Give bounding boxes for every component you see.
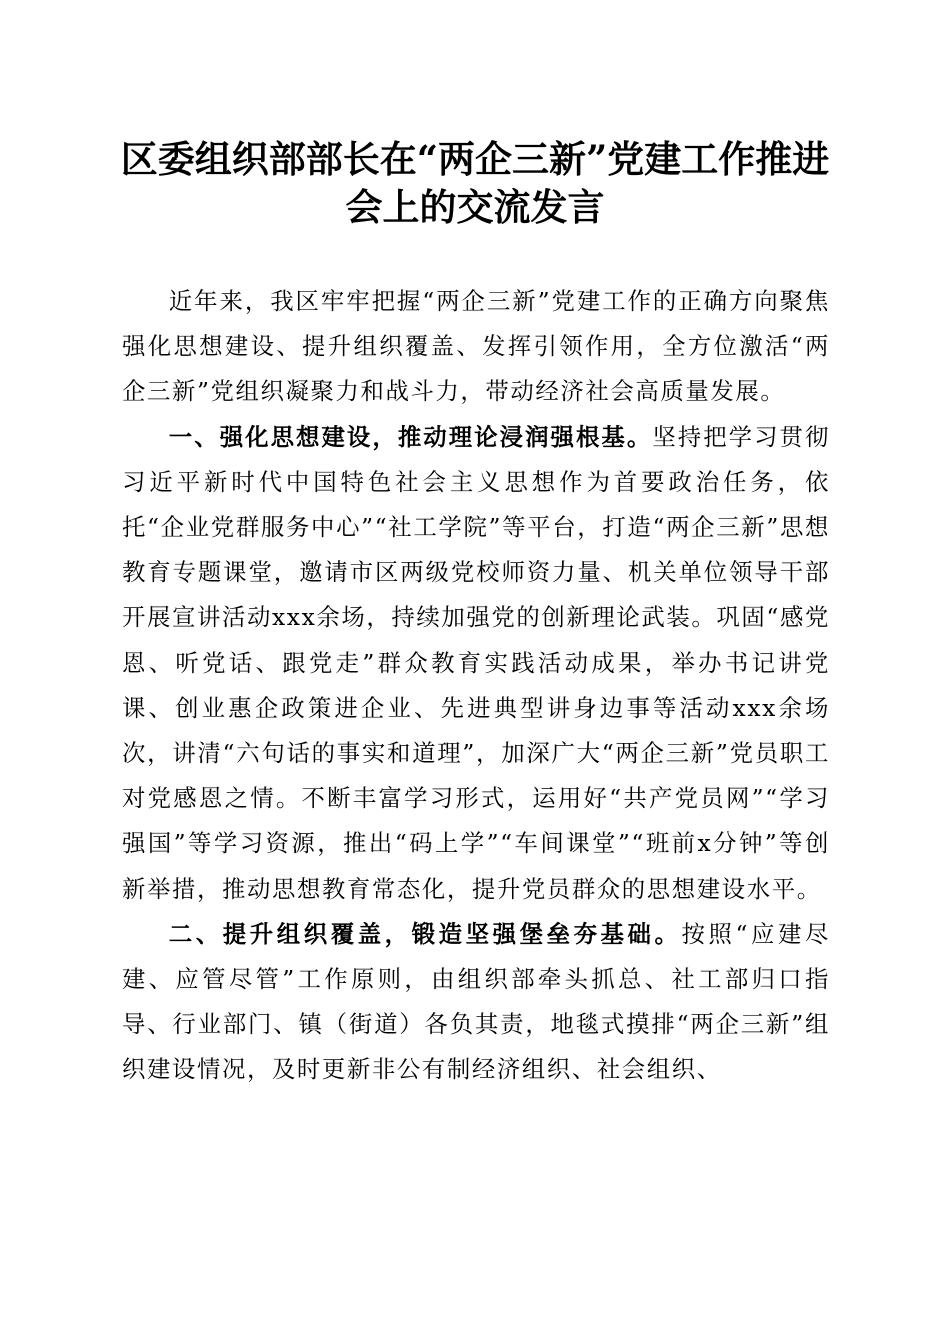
paragraph-text: 近年来，我区牢牢把握“两企三新”党建工作的正确方向聚焦强化思想建设、提升组织覆盖、发挥引领作用，全方位激活“两企三新”党组织凝聚力和战斗力，带动经济社会高质量发展。 [122, 287, 830, 406]
document-body [122, 279, 830, 1093]
paragraph-section-2 [122, 912, 830, 1093]
document-title [100, 135, 850, 231]
paragraph-text: 坚持把学习贯彻习近平新时代中国特色社会主义思想作为首要政治任务，依托“企业党群服务中心”“社工学院”等平台，打造“两企三新”思想教育专题课堂，邀请市区两级党校师资力量、机关单位领导干部开展宣讲活动xxx余场，持续加强党的创新理论武装。巩固“感党恩、听党话、跟党走”群众教育实践活动成果，举办书记讲党课、创业惠企政策进企业、先进典型讲身边事等活动xxx余场次，讲清“六句话的事实和道理”，加深广大“两企三新”党员职工对党感恩之情。不断丰富学习形式，运用好“共产党员网”“学习强国”等学习资源，推出“码上学”“车间课堂”“班前x分钟”等创新举措，推动思想教育常态化，提升党员群众的思想建设水平。 [122, 422, 830, 903]
paragraph-section-1 [122, 415, 830, 912]
title-line-1: 区委组织部部长在“两企三新”党建工作推进 [120, 137, 830, 181]
paragraph-text: 按照“应建尽建、应管尽管”工作原则，由组织部牵头抓总、社工部归口指导、行业部门、镇（街道）各负其责，地毯式摸排“两企三新”组织建设情况，及时更新非公有制经济组织、社会组织、 [122, 919, 830, 1084]
paragraph-lead: 一、强化思想建设，推动理论浸润强根基。 [168, 422, 653, 451]
paragraph-lead: 二、提升组织覆盖，锻造坚强堡垒夯基础。 [168, 919, 682, 948]
title-line-2: 会上的交流发言 [345, 185, 605, 229]
paragraph-intro [122, 279, 830, 415]
